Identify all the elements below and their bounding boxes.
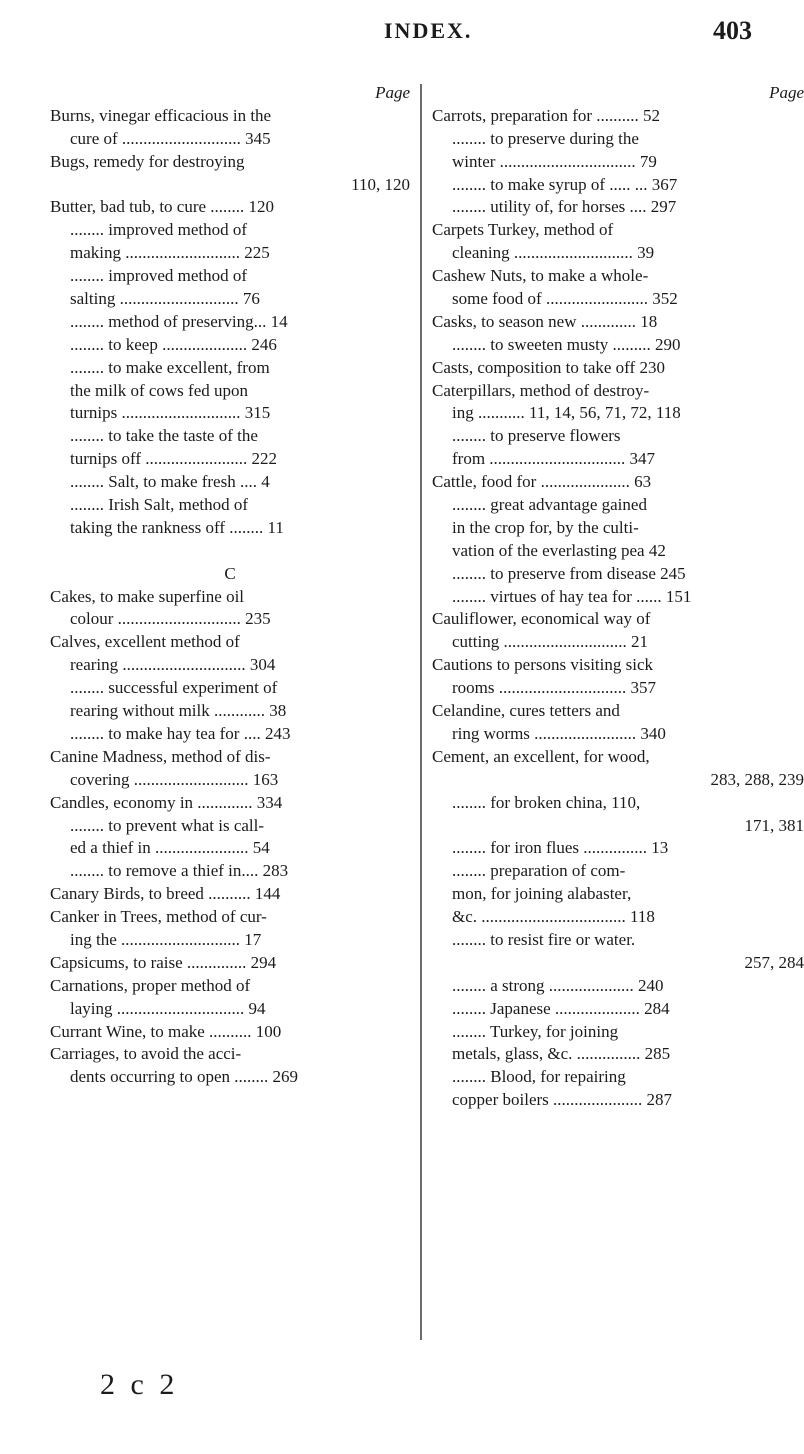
index-line: dents occurring to open ........ 269: [70, 1067, 299, 1087]
index-line: ........ to preserve during the: [452, 128, 639, 148]
left-entries-c: [50, 586, 410, 1090]
index-line: Celandine, cures tetters and: [432, 701, 620, 721]
index-line: Carriages, to avoid the acci-: [50, 1044, 242, 1064]
left-column: [50, 82, 410, 1089]
index-line: ........ to make hay tea for .... 243: [70, 723, 291, 743]
index-line: colour ............................. 235: [70, 609, 271, 629]
index-line: ........ Irish Salt, method of: [70, 495, 249, 515]
column-divider: [420, 84, 422, 1340]
page-number: 403: [713, 16, 752, 45]
index-line: turnips ............................ 315: [70, 403, 271, 423]
index-line: ring worms ........................ 340: [452, 723, 666, 743]
index-line: cutting ............................. 21: [452, 632, 648, 652]
index-line: Carpets Turkey, method of: [432, 220, 614, 240]
index-line: Bugs, remedy for destroying: [50, 151, 245, 171]
index-line: ........ method of preserving... 14: [70, 311, 288, 331]
index-line: making ........................... 225: [70, 243, 270, 263]
running-title: INDEX.: [384, 18, 473, 43]
index-line: ........ Salt, to make fresh .... 4: [70, 472, 270, 492]
index-line: ........ to make excellent, from: [70, 357, 270, 377]
index-line: ing the ............................ 17: [70, 929, 262, 949]
index-line: ........ to sweeten musty ......... 290: [452, 334, 681, 354]
index-line: laying .............................. 94: [70, 998, 266, 1018]
index-line: Cement, an excellent, for wood,: [432, 746, 650, 766]
index-line: Canary Birds, to breed .......... 144: [50, 884, 281, 904]
index-line: some food of ........................ 352: [452, 289, 678, 309]
index-line: 171, 381: [744, 815, 804, 835]
index-line: winter ................................ 79: [452, 151, 657, 171]
index-line: 110, 120: [351, 174, 410, 194]
index-line: Casks, to season new ............. 18: [432, 311, 658, 331]
index-line: rearing without milk ............ 38: [70, 701, 287, 721]
index-line: ........ improved method of: [70, 266, 248, 286]
index-line: ........ virtues of hay tea for ...... 151: [452, 586, 692, 606]
index-line: Currant Wine, to make .......... 100: [50, 1021, 282, 1041]
index-line: taking the rankness off ........ 11: [70, 517, 284, 537]
index-line: Caterpillars, method of destroy-: [432, 380, 650, 400]
index-line: Cauliflower, economical way of: [432, 609, 651, 629]
index-line: ........ to remove a thief in.... 283: [70, 861, 289, 881]
index-line: &c. .................................. 118: [452, 907, 655, 927]
right-entries: [432, 105, 804, 1112]
index-line: ing ........... 11, 14, 56, 71, 72, 118: [452, 403, 681, 423]
index-line: mon, for joining alabaster,: [452, 884, 632, 904]
index-line: vation of the everlasting pea 42: [452, 540, 666, 560]
index-line: ........ successful experiment of: [70, 678, 278, 698]
section-letter-c: C: [224, 563, 236, 583]
index-line: ........ for iron flues ............... 13: [452, 838, 669, 858]
right-column: [432, 82, 804, 1112]
right-page-label: Page: [769, 83, 804, 102]
index-line: Carrots, preparation for .......... 52: [432, 105, 661, 125]
index-line: metals, glass, &c. ............... 285: [452, 1044, 671, 1064]
index-line: ........ utility of, for horses .... 297: [452, 197, 677, 217]
index-line: Capsicums, to raise .............. 294: [50, 952, 277, 972]
index-line: rooms .............................. 357: [452, 678, 656, 698]
index-line: Candles, economy in ............. 334: [50, 792, 283, 812]
index-line: 283, 288, 239: [710, 769, 804, 789]
index-line: in the crop for, by the culti-: [452, 517, 639, 537]
index-line: Butter, bad tub, to cure ........ 120: [50, 197, 275, 217]
index-line: ........ improved method of: [70, 220, 248, 240]
index-line: ed a thief in ...................... 54: [70, 838, 270, 858]
index-line: Calves, excellent method of: [50, 632, 240, 652]
index-line: ........ to keep .................... 246: [70, 334, 277, 354]
index-line: the milk of cows fed upon: [70, 380, 248, 400]
spacer: [50, 540, 410, 563]
index-line: ........ Japanese .................... 284: [452, 998, 670, 1018]
index-line: ........ Turkey, for joining: [452, 1021, 619, 1041]
index-line: from ................................ 347: [452, 449, 656, 469]
index-line: ........ Blood, for repairing: [452, 1067, 626, 1087]
index-line: ........ to prevent what is call-: [70, 815, 265, 835]
index-line: salting ............................ 76: [70, 289, 260, 309]
index-line: Canker in Trees, method of cur-: [50, 907, 267, 927]
index-line: Cautions to persons visiting sick: [432, 655, 653, 675]
index-line: rearing ............................. 304: [70, 655, 276, 675]
index-line: ........ to preserve flowers: [452, 426, 621, 446]
index-line: cleaning ............................ 39: [452, 243, 655, 263]
index-line: ........ a strong .................... 240: [452, 975, 664, 995]
left-entries-b: [50, 105, 410, 540]
index-line: Casts, composition to take off 230: [432, 357, 665, 377]
index-line: ........ preparation of com-: [452, 861, 626, 881]
index-line: Cakes, to make superfine oil: [50, 586, 245, 606]
index-line: ........ for broken china, 110,: [452, 792, 641, 812]
index-line: copper boilers ..................... 287: [452, 1090, 673, 1110]
index-line: Canine Madness, method of dis-: [50, 746, 271, 766]
index-line: Cashew Nuts, to make a whole-: [432, 266, 649, 286]
index-line: Carnations, proper method of: [50, 975, 251, 995]
index-line: turnips off ........................ 222: [70, 449, 277, 469]
index-line: covering ........................... 163: [70, 769, 279, 789]
index-line: cure of ............................ 345: [70, 128, 271, 148]
index-line: ........ great advantage gained: [452, 495, 647, 515]
signature-mark: 2 c 2: [100, 1368, 179, 1401]
left-page-label: Page: [375, 83, 410, 102]
index-line: 257, 284: [744, 952, 804, 972]
index-line: Cattle, food for ..................... 63: [432, 472, 652, 492]
page-header: [0, 18, 800, 58]
index-line: Burns, vinegar efficacious in the: [50, 105, 272, 125]
index-line: ........ to make syrup of ..... ... 367: [452, 174, 678, 194]
index-line: ........ to take the taste of the: [70, 426, 258, 446]
index-line: ........ to preserve from disease 245: [452, 563, 686, 583]
index-line: ........ to resist fire or water.: [452, 929, 636, 949]
